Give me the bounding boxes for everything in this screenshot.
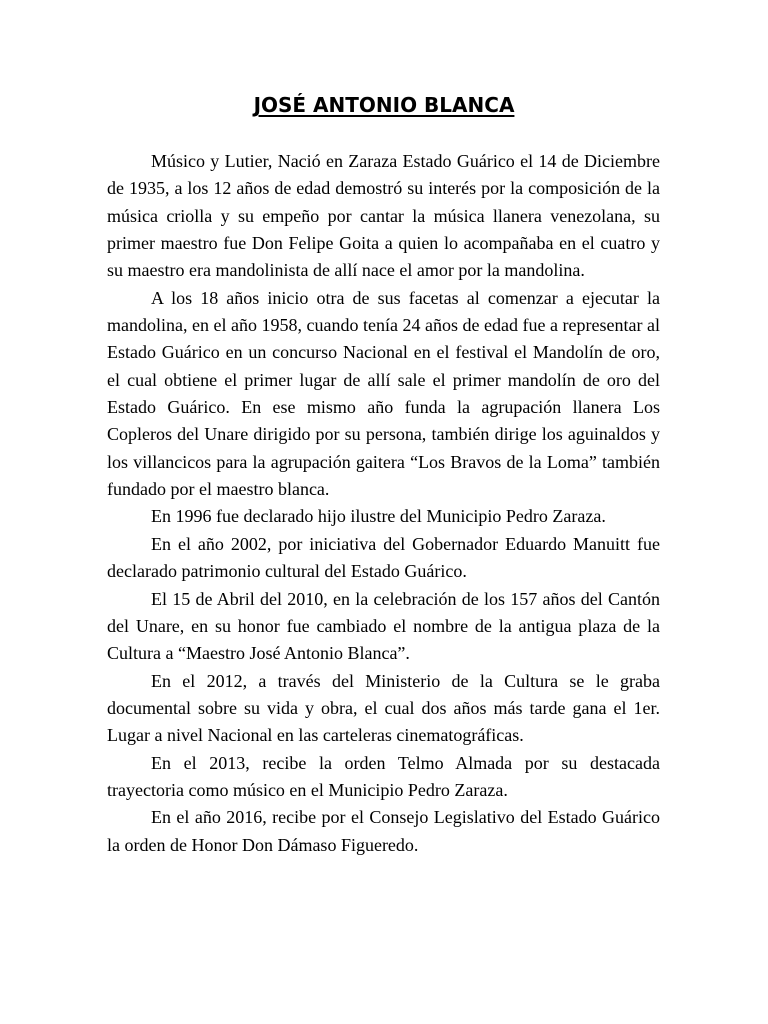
document-title: JOSÉ ANTONIO BLANCA bbox=[253, 93, 515, 117]
paragraph-2: A los 18 años inicio otra de sus facetas al comenzar a ejecutar la mandolina, en el año 1958, cuando tenía 24 años de edad fue a representar al Estado Guárico en un concurso Nacional en el festival el Mandolín de oro, el cual obtiene el primer lugar de allí sale el primer mandolín de oro del Estado Guárico. En ese mismo año funda la agrupación llanera Los Copleros del Unare dirigido por su persona, también dirige los aguinaldos y los villancicos para la agrupación gaitera “Los Bravos de la Loma” también fundado por el maestro blanca. bbox=[107, 287, 660, 500]
document-body bbox=[107, 148, 660, 859]
paragraph-8: En el año 2016, recibe por el Consejo Legislativo del Estado Guárico la orden de Honor Don Dámaso Figueredo. bbox=[107, 807, 660, 855]
paragraph-6: En el 2012, a través del Ministerio de la Cultura se le graba documental sobre su vida y obra, el cual dos años más tarde gana el 1er. Lugar a nivel Nacional en las carteleras cinematográficas. bbox=[107, 670, 660, 746]
paragraph-3: En 1996 fue declarado hijo ilustre del Municipio Pedro Zaraza. bbox=[151, 506, 606, 527]
paragraph-4: En el año 2002, por iniciativa del Gobernador Eduardo Manuitt fue declarado patrimonio cultural del Estado Guárico. bbox=[107, 533, 660, 582]
paragraph-7: En el 2013, recibe la orden Telmo Almada por su destacada trayectoria como músico en el Municipio Pedro Zaraza. bbox=[107, 752, 660, 800]
paragraph-5: El 15 de Abril del 2010, en la celebración de los 157 años del Cantón del Unare, en su honor fue cambiado el nombre de la antigua plaza de la Cultura a “Maestro José Antonio Blanca”. bbox=[107, 588, 660, 664]
paragraph-1: Músico y Lutier, Nació en Zaraza Estado Guárico el 14 de Diciembre de 1935, a los 12 años de edad demostró su interés por la composición de la música criolla y su empeño por cantar la música llanera venezolana, su primer maestro fue Don Felipe Goita a quien lo acompañaba en el cuatro y su maestro era mandolinista de allí nace el amor por la mandolina. bbox=[107, 151, 660, 281]
